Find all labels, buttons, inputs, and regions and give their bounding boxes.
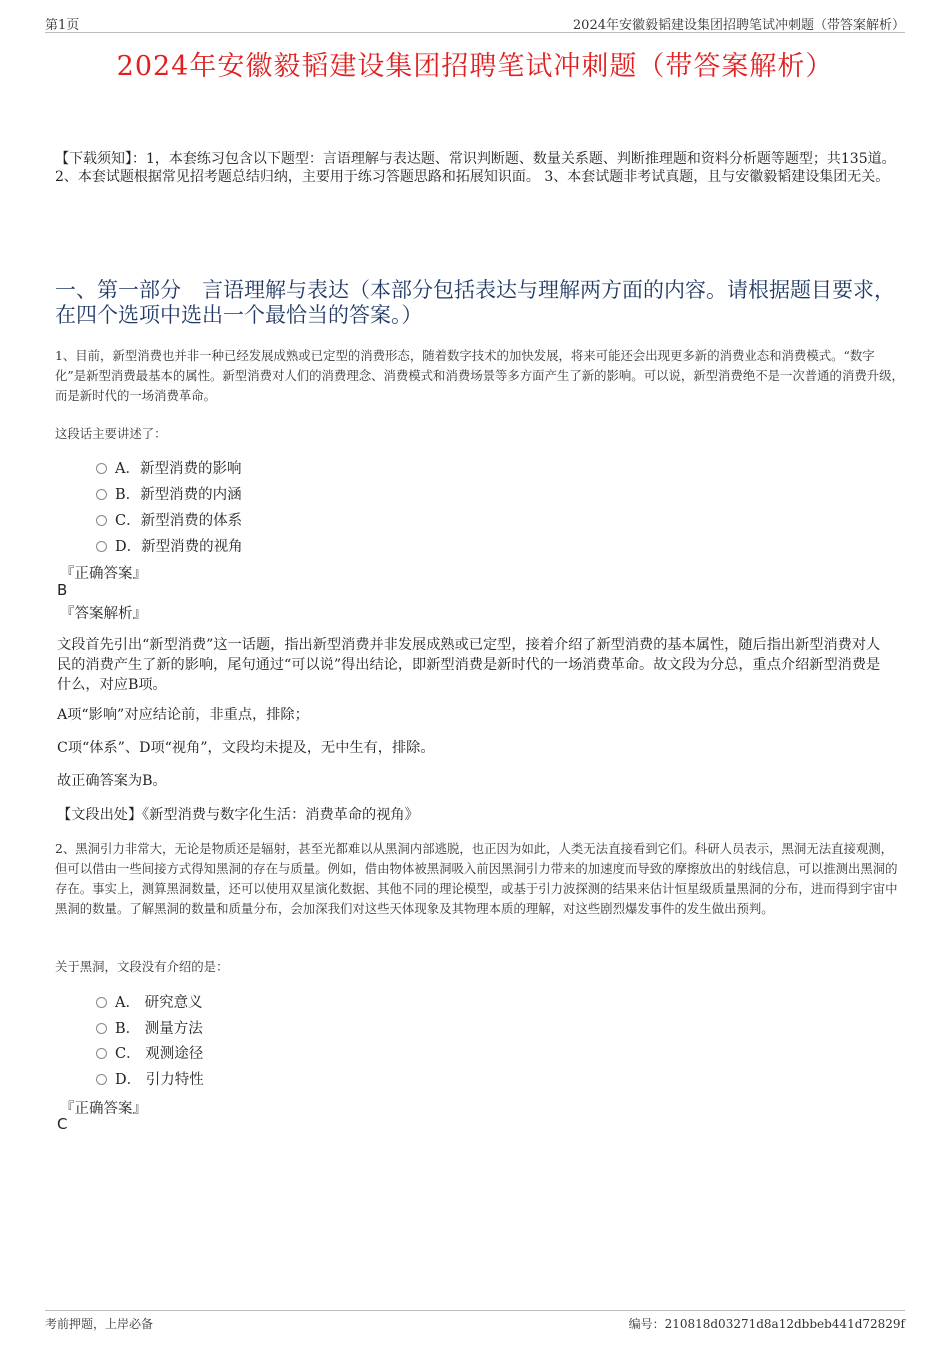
question-1-option-d[interactable]: D．新型消费的视角 <box>96 535 243 556</box>
radio-icon[interactable] <box>96 1074 107 1085</box>
footer-serial: 编号：210818d03271d8a12dbbeb441d72829f <box>628 1317 905 1331</box>
radio-icon[interactable] <box>96 997 107 1008</box>
question-2-prompt: 关于黑洞，文段没有介绍的是： <box>55 959 229 974</box>
radio-icon[interactable] <box>96 1023 107 1034</box>
question-2-answer-label: 『正确答案』 <box>60 1101 147 1117</box>
question-2-option-c[interactable]: C． 观测途径 <box>96 1042 203 1063</box>
question-1-text: 1、目前，新型消费也并非一种已经发展成熟或已定型的消费形态，随着数字技术的加快发展，将来可能还会出现更多新的消费业态和消费模式。“数字化”是新型消费最基本的属性。新型消费对人们的消费理念、消费模式和消费场景等多方面产生了新的影响。可以说，新型消费绝不是一次普通的消费升级，而是新时代的一场消费革命。 <box>55 348 904 403</box>
download-notice: 【下载须知】：1，本套练习包含以下题型：言语理解与表达题、常识判断题、数量关系题、判断推理题和资料分析题等题型；共135道。 2、本套试题根据常见招考题总结归纳，主要用于练习答题思路和拓展知识面。 3、本套试题非考试真题，且与安徽毅韬建设集团无关。 <box>55 151 896 185</box>
footer-slogan: 考前押题，上岸必备 <box>45 1317 154 1331</box>
question-1-analysis-label: 『答案解析』 <box>60 606 147 622</box>
question-1-analysis-line: 故正确答案为B。 <box>57 773 167 789</box>
question-2-option-d[interactable]: D． 引力特性 <box>96 1068 204 1089</box>
question-2-answer: C <box>57 1115 68 1133</box>
section-title: 一、第一部分 言语理解与表达（本部分包括表达与理解两方面的内容。请根据题目要求，在四个选项中选出一个最恰当的答案。） <box>55 278 895 327</box>
radio-icon[interactable] <box>96 1048 107 1059</box>
radio-icon[interactable] <box>96 541 107 552</box>
question-1-prompt: 这段话主要讲述了： <box>55 426 167 441</box>
question-1-option-c[interactable]: C．新型消费的体系 <box>96 509 242 530</box>
question-1-answer-label: 『正确答案』 <box>60 566 147 582</box>
question-1-option-b[interactable]: B．新型消费的内涵 <box>96 483 242 504</box>
radio-icon[interactable] <box>96 489 107 500</box>
question-1-analysis-line: A项“影响”对应结论前，非重点，排除； <box>57 707 309 723</box>
question-2-option-a[interactable]: A． 研究意义 <box>96 991 203 1012</box>
question-1-source: 【文段出处】《新型消费与数字化生活：消费革命的视角》 <box>57 807 419 823</box>
question-1-analysis-body: 文段首先引出“新型消费”这一话题，指出新型消费并非发展成熟或已定型，接着介绍了新型消费的基本属性，随后指出新型消费对人民的消费产生了新的影响，尾句通过“可以说”得出结论，即新型消费是新时代的一场消费革命。故文段为分总，重点介绍新型消费是什么，对应B项。 <box>57 637 881 693</box>
question-1-answer: B <box>57 581 68 599</box>
page-footer <box>45 1310 905 1331</box>
page-header <box>45 10 905 33</box>
page-title: 2024年安徽毅韬建设集团招聘笔试冲刺题（带答案解析） <box>116 51 834 82</box>
question-2-option-b[interactable]: B． 测量方法 <box>96 1017 203 1038</box>
question-1-option-a[interactable]: A．新型消费的影响 <box>96 457 241 478</box>
radio-icon[interactable] <box>96 515 107 526</box>
page-number: 第1页 <box>45 18 80 33</box>
radio-icon[interactable] <box>96 463 107 474</box>
question-2-text: 2、黑洞引力非常大，无论是物质还是辐射，甚至光都难以从黑洞内部逃脱，也正因为如此，人类无法直接看到它们。科研人员表示，黑洞无法直接观测，但可以借由一些间接方式得知黑洞的存在与质量。例如，借由物体被黑洞吸入前因黑洞引力带来的加速度而导致的摩擦放出的射线信息，可以推测出黑洞的存在。事实上，测算黑洞数量，还可以使用双星演化数据、其他不同的理论模型，或基于引力波探测的结果来估计恒星级质量黑洞的分布，进而得到宇宙中黑洞的数量。了解黑洞的数量和质量分布，会加深我们对这些天体现象及其物理本质的理解，对这些剧烈爆发事件的发生做出预判。 <box>55 841 898 916</box>
question-1-analysis-line: C项“体系”、D项“视角”，文段均未提及，无中生有，排除。 <box>57 740 435 756</box>
header-doc-title: 2024年安徽毅韬建设集团招聘笔试冲刺题（带答案解析） <box>572 18 905 33</box>
